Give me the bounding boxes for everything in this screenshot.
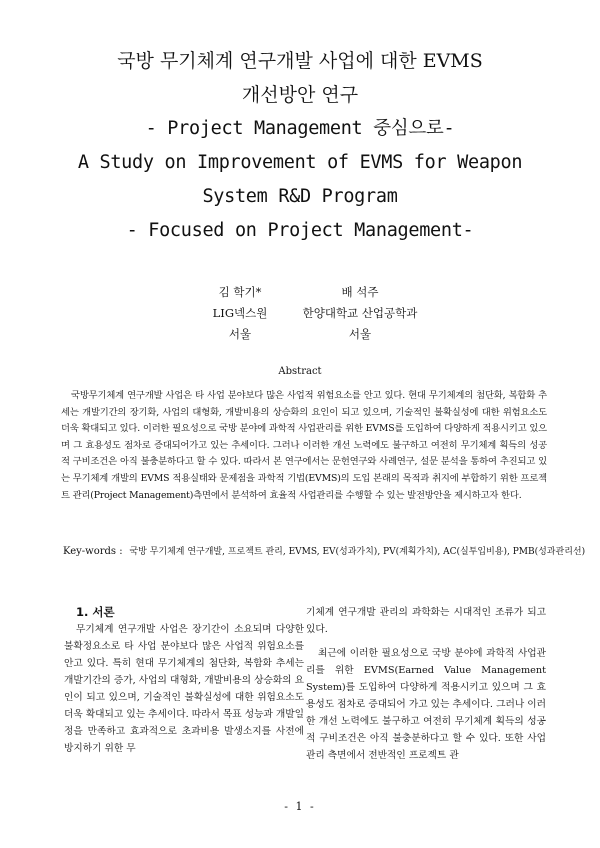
- body-column-right: [306, 604, 546, 764]
- title-en-line-2: System R&D Program: [202, 186, 398, 207]
- keywords: [63, 544, 586, 557]
- paper-title-block: [0, 44, 600, 248]
- author-2: [300, 282, 420, 345]
- author-location: 서울: [348, 327, 372, 341]
- keywords-label: Key-words :: [63, 546, 123, 557]
- title-ko-line-2: 개선방안 연구: [241, 84, 359, 106]
- author-affiliation: 한양대학교 산업공학과: [302, 306, 418, 320]
- title-en-line-1: A Study on Improvement of EVMS for Weapon: [77, 152, 523, 173]
- body-paragraph: 무기체계 연구개발 사업은 장기간이 소요되며 다양한 불확정요소로 타 사업 분야보다 많은 사업적 위험요소를 안고 있다. 특히 현대 무기체계의 첨단화, 복합화 추세는 개발기간의 증가, 사업의 대형화, 개발비용의 상승화의 요인이 되고 있으며, 기술적인 불확실성에 대한 위험요소도 더욱 확대되고 있는 추세이다. 따라서 목표 성능과 개발일정을 만족하고 효과적으로 초과비용 발생소지를 사전에 방지하기 위한 무: [64, 624, 304, 754]
- author-name: 배 석주: [341, 285, 379, 299]
- section-heading: 1. 서론: [76, 605, 115, 619]
- page-number: - 1 -: [284, 800, 316, 813]
- body-column-left: [64, 604, 304, 757]
- body-paragraph: 최근에 이러한 필요성으로 국방 분야에 과학적 사업관리를 위한 EVMS(Earned Value Management System)를 도입하여 다양하게 적용시키고 있으며 그 효용성도 점차로 증대되어 가고 있는 추세이다. 그러나 이러한 개선 노력에도 불구하고 여전히 무기체계 획득의 성공적 구비조건은 아직 불충분하다고 할 수 있다. 또한 사업관리 측면에서 전반적인 프로젝트 관: [306, 648, 546, 761]
- body-paragraph: 기체계 연구개발 관리의 과학화는 시대적인 조류가 되고 있다.: [306, 607, 546, 635]
- author-location: 서울: [228, 327, 252, 341]
- subtitle-ko: - Project Management 중심으로-: [145, 118, 455, 139]
- author-1: [200, 282, 280, 345]
- title-ko-line-1: 국방 무기체계 연구개발 사업에 대한 EVMS: [117, 50, 483, 72]
- keywords-text: 국방 무기체계 연구개발, 프로젝트 관리, EVMS, EV(성과가치), PV(계획가치), AC(실투입비용), PMB(성과관리선): [129, 547, 586, 557]
- subtitle-en: - Focused on Project Management-: [126, 220, 474, 241]
- abstract-heading: Abstract: [278, 366, 322, 377]
- abstract-body: 국방무기체계 연구개발 사업은 타 사업 분야보다 많은 사업적 위험요소를 안고 있다. 현대 무기체계의 첨단화, 복합화 추세는 개발기간의 장기화, 사업의 대형화, 개발비용의 상승화의 요인이 되고 있으며, 기술적인 불확실성에 대한 위험요소도 더욱 확대되고 있다. 이러한 필요성으로 국방 분야에 과학적 사업관리를 위한 EVMS를 도입하여 다양하게 적용시키고 있으며 그 효용성도 점차로 증대되어가고 있는 추세이다. 그러나 이러한 개선 노력에도 불구하고 여전히 무기체계 획득의 성공적 구비조건은 아직 불충분하다고 할 수 있다. 따라서 본 연구에서는 문헌연구와 사례연구, 설문 분석을 통하여 추진되고 있는 무기체계 개발의 EVMS 적용실태와 문제점을 과학적 기법(EVMS)의 도입 본래의 목적과 취지에 부합하기 위한 프로젝트 관리(Project Management)측면에서 분석하여 효율적 사업관리를 수행할 수 있는 발전방안을 제시하고자 한다.: [61, 390, 547, 501]
- author-name: 김 학기*: [218, 285, 262, 299]
- author-affiliation: LIG넥스원: [212, 306, 268, 320]
